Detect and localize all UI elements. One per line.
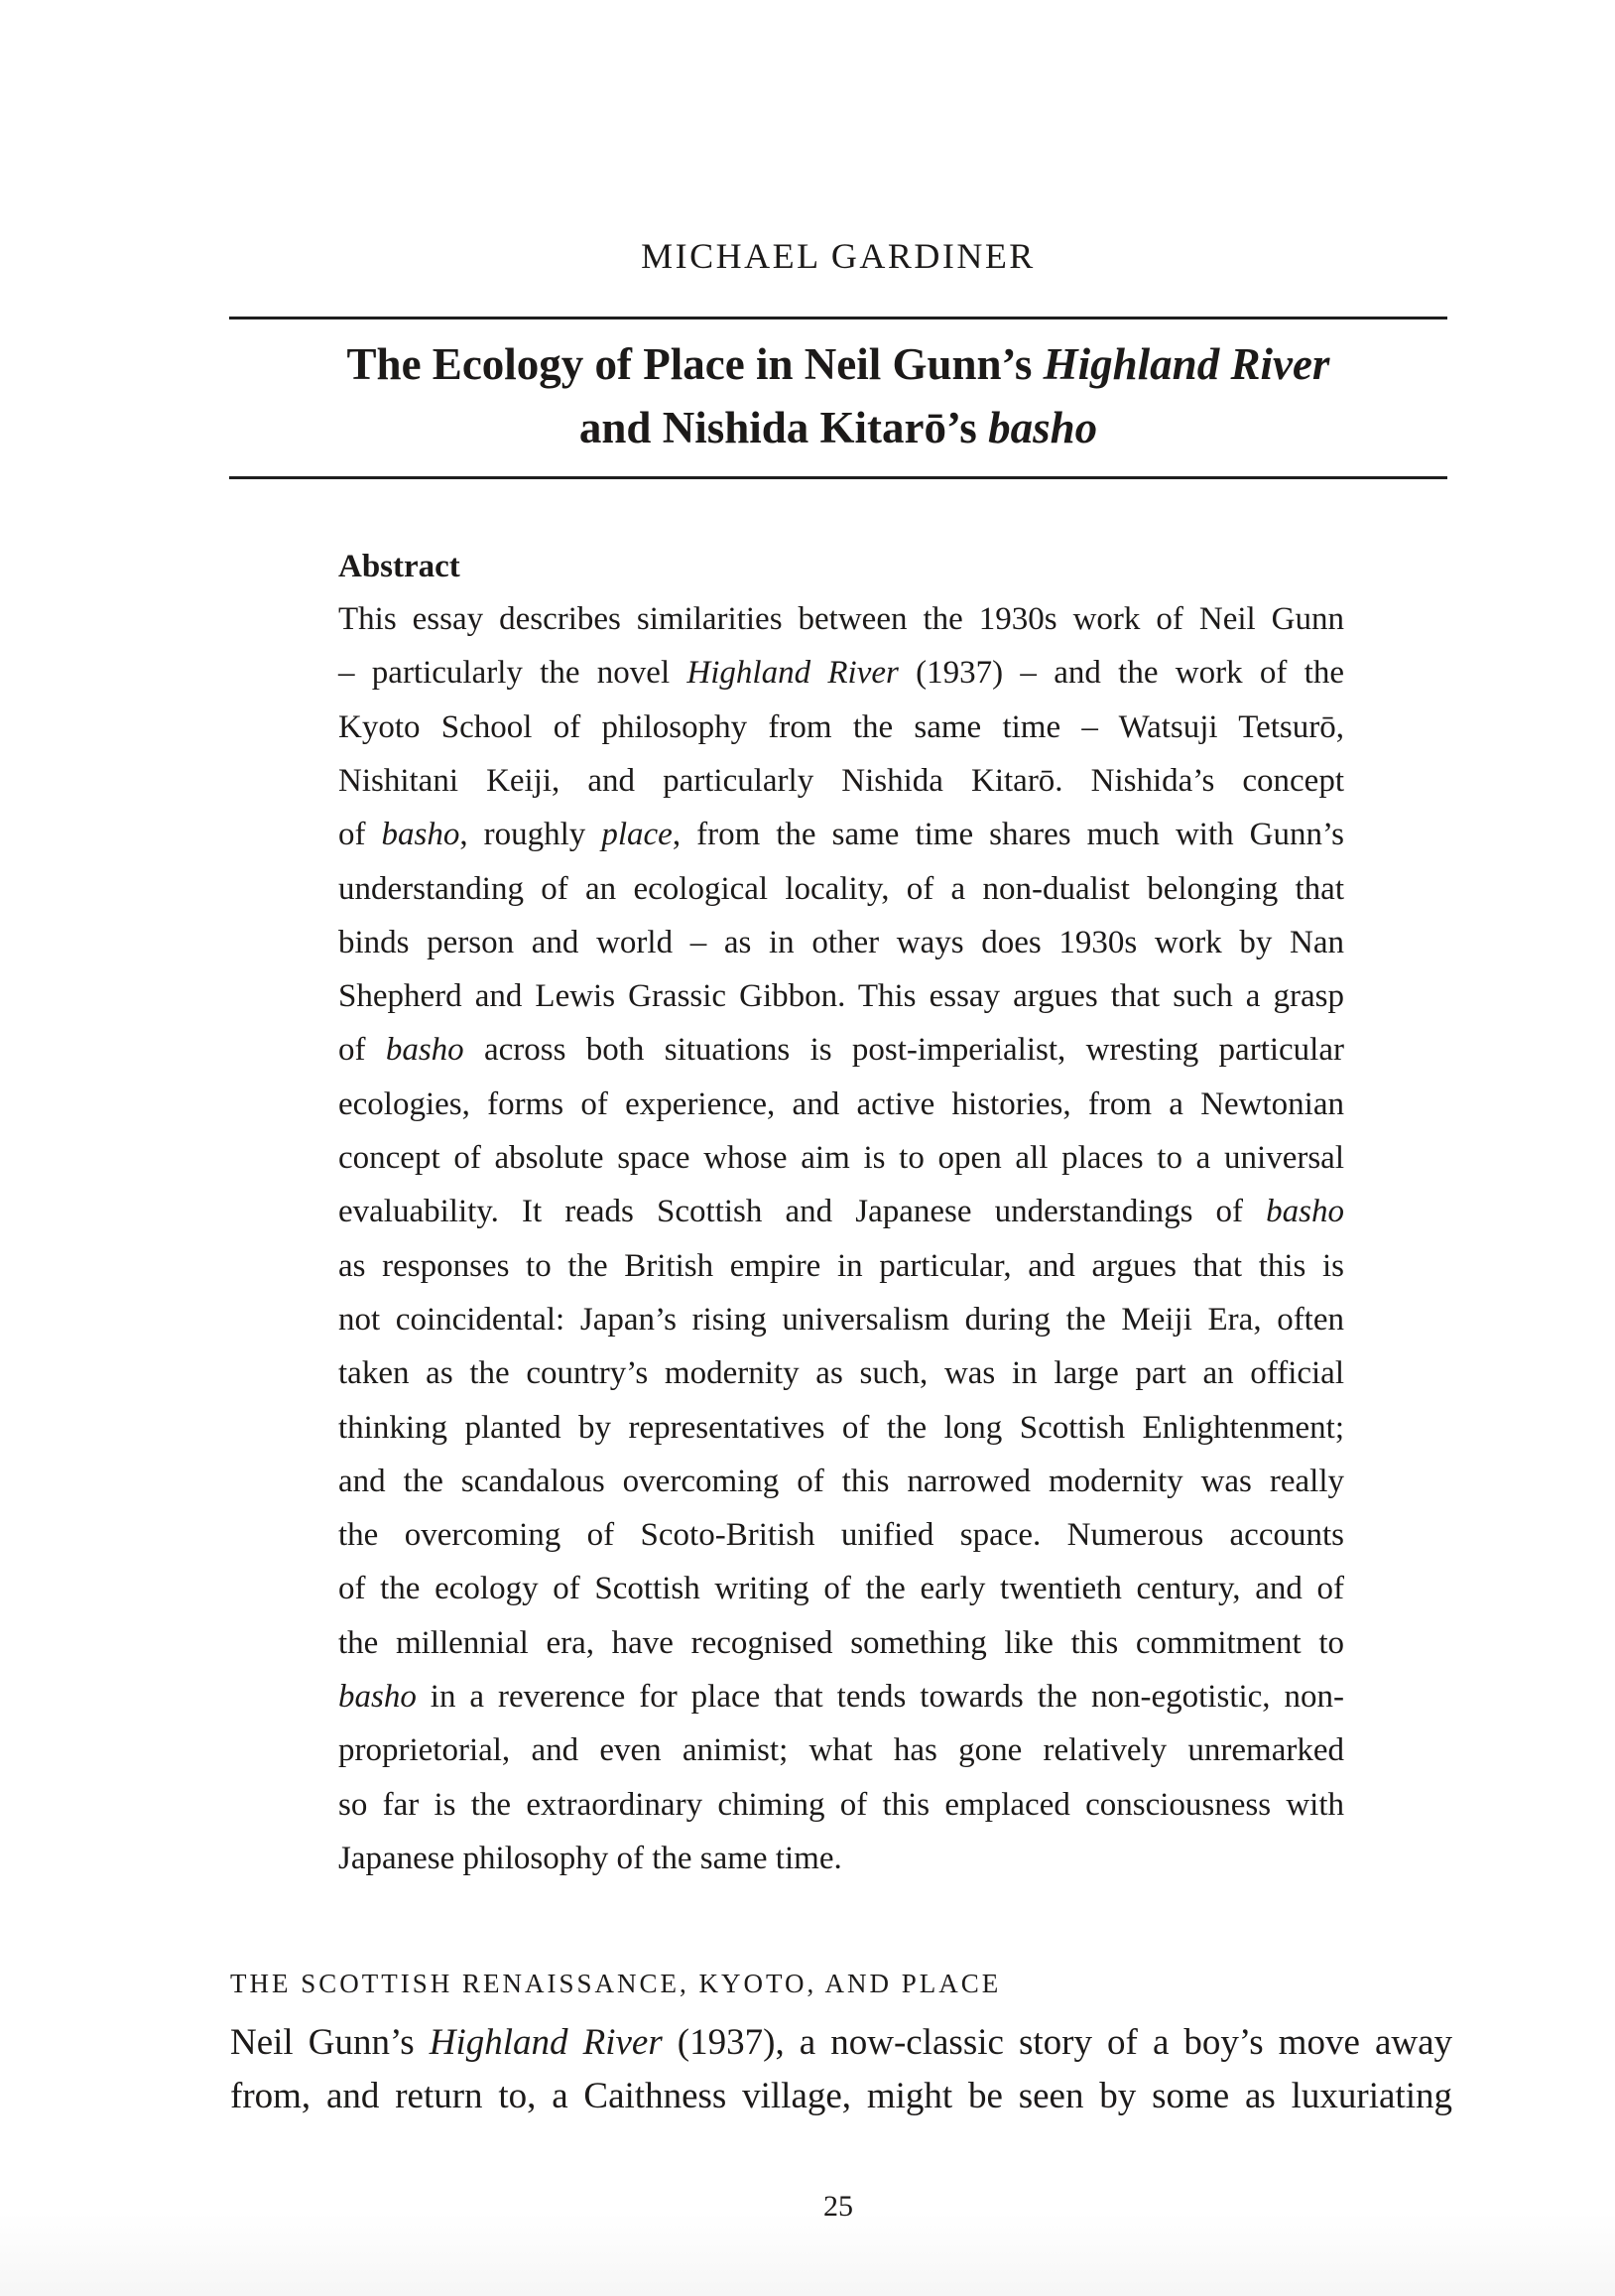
text-line bbox=[338, 1192, 1344, 1231]
text-line bbox=[338, 869, 1344, 909]
title-rule-bottom bbox=[229, 476, 1447, 479]
text-segment: in a reverence for place that tends towards the non-egotistic, non- bbox=[416, 1679, 1344, 1715]
title-rule-top bbox=[229, 317, 1447, 319]
text-segment: and the scandalous overcoming of this narrowed modernity was really bbox=[338, 1463, 1344, 1499]
text-segment: proprietorial, and even animist; what has gone relatively unremarked bbox=[338, 1732, 1344, 1769]
text-segment: Shepherd and Lewis Grassic Gibbon. This essay argues that such a grasp bbox=[338, 978, 1344, 1015]
text-line bbox=[338, 1515, 1344, 1555]
text-segment: This essay describes similarities between the 1930s work of Neil Gunn bbox=[338, 601, 1344, 637]
text-line bbox=[338, 1569, 1344, 1608]
title-segment: The Ecology of Place in Neil Gunn’s bbox=[346, 339, 1044, 389]
text-line bbox=[338, 1785, 1344, 1825]
italic-term: basho bbox=[385, 1032, 464, 1069]
text-line bbox=[230, 2075, 1452, 2118]
text-segment: evaluability. It reads Scottish and Japanese understandings of bbox=[338, 1194, 1267, 1230]
text-segment: (1937) – and the work of the bbox=[898, 655, 1344, 692]
text-line bbox=[338, 1623, 1344, 1663]
text-line bbox=[338, 1408, 1344, 1448]
title-line bbox=[229, 332, 1447, 396]
italic-term: basho bbox=[381, 817, 460, 853]
author-name: MICHAEL GARDINER bbox=[641, 236, 1036, 276]
article-title bbox=[229, 332, 1447, 459]
text-segment: Nishitani Keiji, and particularly Nishida Kitarō. Nishida’s concept bbox=[338, 762, 1344, 799]
text-line bbox=[338, 1839, 842, 1878]
text-segment: not coincidental: Japan’s rising universalism during the Meiji Era, often bbox=[338, 1301, 1344, 1338]
text-segment: ecologies, forms of experience, and active histories, from a Newtonian bbox=[338, 1085, 1344, 1122]
text-segment: taken as the country’s modernity as such, was in large part an official bbox=[338, 1355, 1344, 1392]
page-number: 25 bbox=[823, 2190, 853, 2223]
text-segment: Japanese philosophy of the same time. bbox=[338, 1840, 842, 1876]
text-segment: – particularly the novel bbox=[338, 655, 687, 692]
text-line bbox=[338, 653, 1344, 693]
text-line bbox=[338, 761, 1344, 801]
text-line bbox=[338, 1677, 1344, 1717]
text-segment: Neil Gunn’s bbox=[230, 2022, 430, 2063]
title-italic-segment: basho bbox=[988, 403, 1098, 452]
italic-term: Highland River bbox=[429, 2022, 663, 2063]
text-segment: as responses to the British empire in particular, and argues that this is bbox=[338, 1247, 1344, 1284]
text-segment: thinking planted by representatives of the long Scottish Enlightenment; bbox=[338, 1409, 1344, 1446]
title-italic-segment: Highland River bbox=[1043, 339, 1330, 389]
text-line bbox=[338, 1138, 1344, 1178]
text-line bbox=[338, 976, 1344, 1016]
text-segment: concept of absolute space whose aim is to open all places to a universal bbox=[338, 1140, 1344, 1176]
text-segment: so far is the extraordinary chiming of this emplaced consciousness with bbox=[338, 1786, 1344, 1823]
text-segment: Kyoto School of philosophy from the same time – Watsuji Tetsurō, bbox=[338, 708, 1344, 745]
text-line bbox=[230, 2021, 1452, 2065]
text-segment: across both situations is post-imperialist, wresting particular bbox=[463, 1032, 1344, 1069]
text-line bbox=[338, 1084, 1344, 1124]
text-segment: of the ecology of Scottish writing of the early twentieth century, and of bbox=[338, 1571, 1344, 1607]
text-segment: binds person and world – as in other ways does 1930s work by Nan bbox=[338, 924, 1344, 960]
text-line bbox=[338, 599, 1344, 639]
text-line bbox=[338, 1300, 1344, 1339]
italic-term: place bbox=[601, 817, 673, 853]
text-line bbox=[338, 923, 1344, 962]
title-line bbox=[229, 396, 1447, 459]
abstract-heading: Abstract bbox=[338, 549, 460, 584]
title-segment: and Nishida Kitarō’s bbox=[578, 403, 989, 452]
text-segment: , from the same time shares much with Gunn’s bbox=[672, 817, 1344, 853]
text-segment: of bbox=[338, 817, 382, 853]
text-line bbox=[338, 1353, 1344, 1393]
text-segment: from, and return to, a Caithness village, might be seen by some as luxuriating bbox=[230, 2075, 1452, 2116]
text-line bbox=[338, 1462, 1344, 1501]
italic-term: basho bbox=[338, 1679, 417, 1715]
italic-term: Highland River bbox=[686, 655, 899, 692]
italic-term: basho bbox=[1266, 1194, 1344, 1230]
text-segment: the millennial era, have recognised something like this commitment to bbox=[338, 1624, 1344, 1661]
section-heading: THE SCOTTISH RENAISSANCE, KYOTO, AND PLACE bbox=[230, 1969, 1002, 1998]
text-line bbox=[338, 815, 1344, 854]
text-line bbox=[338, 707, 1344, 747]
text-segment: , roughly bbox=[459, 817, 602, 853]
text-line bbox=[338, 1246, 1344, 1286]
text-segment: the overcoming of Scoto-British unified space. Numerous accounts bbox=[338, 1517, 1344, 1554]
text-segment: understanding of an ecological locality, of a non-dualist belonging that bbox=[338, 870, 1344, 907]
text-segment: of bbox=[338, 1032, 386, 1069]
text-line bbox=[338, 1730, 1344, 1770]
text-line bbox=[338, 1030, 1344, 1070]
text-segment: (1937), a now-classic story of a boy’s move away bbox=[662, 2022, 1453, 2063]
